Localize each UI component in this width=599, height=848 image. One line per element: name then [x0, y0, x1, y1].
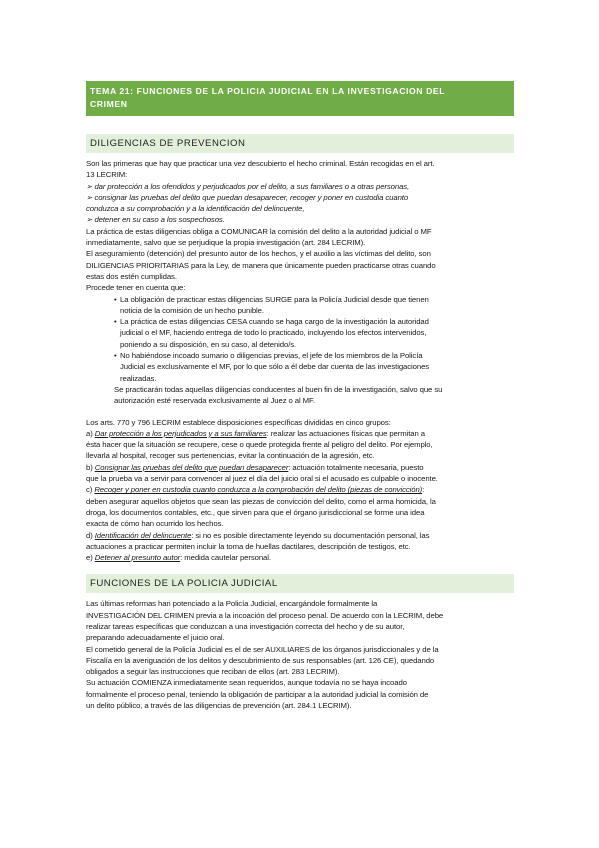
bullet-text: La obligación de practicar estas diligencias SURGE para la Policía Judicial desde que tienen	[120, 294, 429, 304]
paragraph-line: droga, los documentos contables, etc., que sirven para que el órgano jurisdiccional se forme una idea	[86, 507, 425, 517]
paragraph-line: Fiscalía en la averiguación de los delitos y descubrimiento de sus responsables (art. 126 CE), quedando	[86, 655, 435, 665]
group-label: c)	[86, 485, 95, 495]
paragraph-line: El cometido general de la Policía Judicial es el de ser AUXILIARES de los órganos jurisdiccionales y de la	[86, 644, 439, 654]
group-item	[86, 552, 514, 563]
bullet-list	[114, 294, 514, 407]
paragraph-line: realizar tareas específicas que conduzcan a una investigación correcta del hecho y de su autor,	[86, 621, 405, 631]
group-text: : realizar las actuaciones físicas que permitan a	[266, 428, 425, 438]
paragraph-line: deben asegurar aquellos objetos que sean las piezas de convicción del delito, como el arma homicida, la	[86, 496, 436, 506]
paragraph-line: exacta de cómo han ocurrido los hechos.	[86, 519, 224, 529]
group-label: b)	[86, 462, 95, 472]
group-term: Detener al presunto autor	[94, 553, 181, 563]
section-body-funciones	[86, 598, 514, 711]
section-heading-funciones: FUNCIONES DE LA POLICIA JUDICIAL	[86, 574, 514, 593]
group-item	[86, 462, 514, 485]
paragraph-line: Son las primeras que hay que practicar una vez descubierto el hecho criminal. Están recogidas en el art.	[86, 159, 435, 168]
group-text: : actuación totalmente necesaria, puesto	[288, 462, 424, 472]
bullet-text: judicial o el MF, haciendo entrega de todo lo practicado, incluyendo los efectos intervenidos,	[120, 328, 427, 338]
bullet-icon: •	[114, 294, 117, 304]
group-text: : si no es posible directamente leyendo su documentación personal, las	[191, 530, 430, 540]
paragraph-line: Su actuación COMIENZA inmediatamente sean requeridos, aunque todavía no se haya incoado	[86, 678, 407, 688]
paragraph-line: ésta hacer que la situación se recupere, cese o quede protegida frente al peligro del delito. Por ejemplo,	[86, 440, 433, 450]
paragraph-line: llevarla al hospital, recoger sus pertenencias, evitar la continuación de la agresión, etc.	[86, 451, 375, 461]
paragraph-line: que la prueba va a servir para convencer al juez el día del juicio oral si el acusado es culpable o inocente.	[86, 474, 438, 484]
bullet-text: No habiéndose incoado sumario o diligencias previas, el jefe de los miembros de la Policía	[120, 351, 423, 361]
group-label: e)	[86, 553, 95, 563]
paragraph-line: Los arts. 770 y 796 LECRIM establece disposiciones específicas divididas en cinco grupos:	[86, 417, 391, 427]
paragraph-line: Procede tener en cuenta que:	[86, 283, 186, 293]
paragraph-line: INVESTIGACIÓN DEL CRIMEN previa a la incoación del proceso penal. De acuerdo con la LECRIM, debe	[86, 610, 444, 620]
group-term: Dar protección a los perjudicados y a sus familiares	[94, 428, 267, 438]
paragraph-line: actuaciones a practicar permiten incluir la toma de huellas dactilares, descripción de testigos, etc.	[86, 541, 411, 551]
section-heading-diligencias: DILIGENCIAS DE PREVENCION	[86, 134, 514, 153]
group-item	[86, 484, 514, 529]
paragraph-line: Se practicarán todas aquellas diligencias conducentes al buen fin de la investigación, salvo que su	[114, 384, 443, 394]
paragraph-line: un delito público, a través de las diligencias de prevención (art. 284.1 LECRIM).	[86, 701, 352, 711]
paragraph-line: La práctica de estas diligencias obliga a COMUNICAR la comisión del delito a la autoridad judicial o MF	[86, 226, 432, 236]
paragraph-line: Las últimas reformas han potenciado a la Policía Judicial, encargándole formalmente la	[86, 599, 378, 609]
group-item	[86, 428, 514, 462]
group-label: a)	[86, 428, 95, 438]
paragraph-line: preparando adecuadamente el juicio oral.	[86, 633, 225, 643]
arrow-list-item: ➢ detener en su caso a los sospechosos.	[86, 215, 225, 225]
bullet-text: realizadas.	[120, 373, 157, 383]
section-body-diligencias	[86, 158, 514, 563]
document-title	[86, 81, 514, 116]
group-term: Consignar las pruebas del delito que puedan desaparecer	[94, 462, 289, 472]
bullet-text: noticia de la comisión de un hecho punible.	[120, 305, 264, 315]
paragraph-line: autorización esté reservada exclusivamente al Juez o al MF.	[114, 396, 315, 406]
arrow-list-item: ➢ consignar las pruebas del delito que puedan desaparecer, recoger y poner en custodia cuanto	[86, 192, 409, 202]
title-line: CRIMEN	[90, 99, 128, 109]
paragraph-line: El aseguramiento (detención) del presunto autor de los hechos, y el auxilio a las víctimas del delito, son	[86, 249, 431, 259]
bullet-item	[114, 350, 514, 384]
arrow-list-item: ➢ dar protección a los ofendidos y perjudicados por el delito, a sus familiares o a otras personas,	[86, 181, 410, 191]
bullet-icon: •	[114, 317, 117, 327]
group-term: Identificación del delincuente	[94, 530, 192, 540]
title-line: TEMA 21: FUNCIONES DE LA POLICIA JUDICIAL EN LA INVESTIGACION DEL	[90, 86, 446, 96]
paragraph-line: 13 LECRIM:	[86, 170, 128, 180]
paragraph-line: formalmente el proceso penal, teniendo la obligación de participar a la autoridad judicial la comisión de	[86, 689, 429, 699]
group-text: : medida cautelar personal.	[180, 553, 271, 563]
group-term: Recoger y poner en custodia cuanto conduzca a la comprobación del delito (piezas de convicción)	[94, 485, 423, 495]
group-item	[86, 530, 514, 553]
paragraph-line: DILIGENCIAS PRIORITARIAS para la Ley, de manera que únicamente pueden practicarse otras cuando	[86, 260, 436, 270]
document-page	[86, 81, 514, 711]
arrow-list-item: conduzca a su comprobación y a la identificación del delincuente,	[86, 204, 305, 214]
paragraph-line: obligados a seguir las instrucciones que reciban de ellos (art. 283 LECRIM).	[86, 667, 340, 677]
group-text: :	[422, 485, 425, 495]
bullet-text: poniendo a su disposición, en su caso, al detenido/s.	[120, 339, 297, 349]
group-label: d)	[86, 530, 95, 540]
bullet-text: Judicial es exclusivamente el MF, por lo que sólo a él debe dar cuenta de las investigaciones	[120, 362, 430, 372]
bullet-item	[114, 294, 514, 317]
paragraph-line: estas dos estén cumplidas.	[86, 271, 177, 281]
bullet-icon: •	[114, 351, 117, 361]
bullet-item	[114, 316, 514, 350]
bullet-text: La práctica de estas diligencias CESA cuando se haga cargo de la investigación la autoridad	[120, 317, 429, 327]
paragraph-line: inmediatamente, salvo que se perjudique la propia investigación (art. 284 LECRIM).	[86, 238, 366, 248]
